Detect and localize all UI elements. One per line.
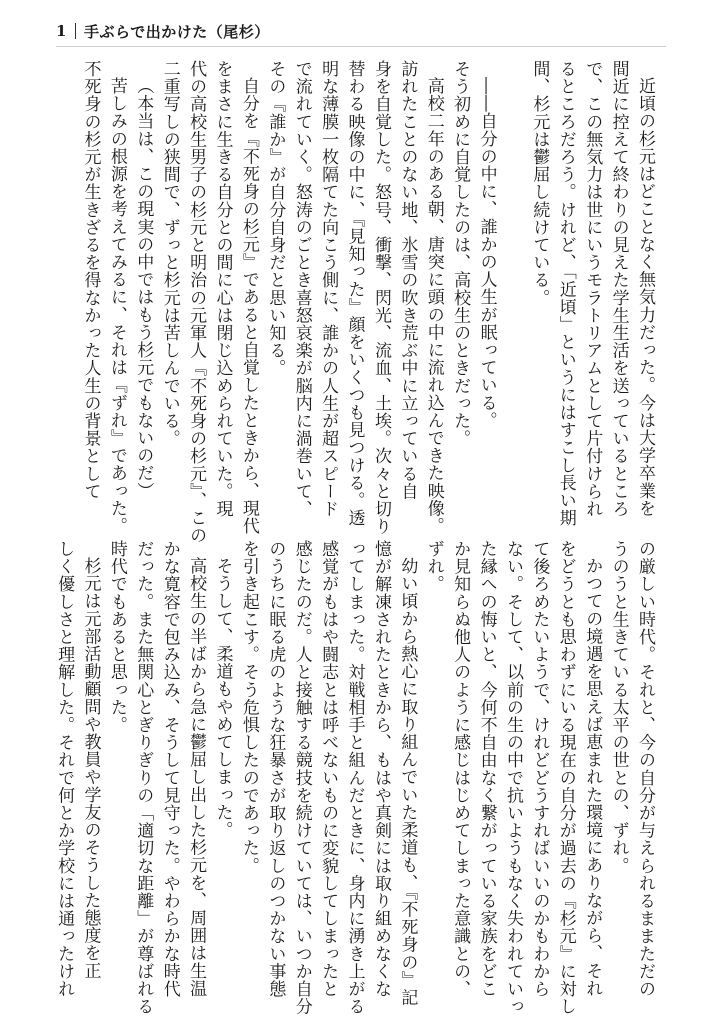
text-line: （本当は、この現実の中ではもう杉元でもないのだ） [133,77,154,500]
text-line: 間近に控えて終わりの見えた学生生活を送っているところ [608,60,629,518]
text-line: その『誰か』が自分自身だと思い知る。 [265,60,286,377]
text-line: ってしまった。対戦相手と組んだときに、身内に湧き上がる [344,540,365,1016]
header-divider [75,23,76,39]
text-line: をどうとも思わずにいる現在の自分が過去の『杉元』に対し [555,540,576,1016]
text-line: 二重写しの狭間で、ずっと杉元は苦しんでいる。 [159,60,180,448]
text-line: を引き起こす。そう危惧したのであった。 [238,540,259,875]
text-line: て後ろめたいようで、けれどどうすればいいのかもわから [529,540,550,998]
text-line: で流れていく。怒涛のごとき喜怒哀楽が脳内に渦巻いて、 [291,60,312,518]
text-line: た縁への悔いと、今何不自由なく繋がっている家族をどこ [476,540,497,998]
text-line: 替わる映像の中に、『見知った』顔をいくつも見つける。透 [344,60,365,527]
text-line: しく優しさと理解した。それで何とか学校には通ったけれ [54,540,75,998]
text-line: 幼い頃から熱心に取り組んでいた柔道も、『不死身の』記 [397,557,418,1007]
text-line: うのうと生きている太平の世との、ずれ。 [608,540,629,875]
text-line: の厳しい時代。それと、今の自分が与えられるままただの [635,540,655,998]
text-line: ――自分の中に、誰かの人生が眠っている。 [476,77,497,429]
text-line: 不死身の杉元が生きざるを得なかった人生の背景として [80,60,101,500]
text-line: 身を自覚した。怒号、衝撃、閃光、流血、土埃。次々と切り [370,60,391,536]
text-line: のうちに眠る虎のような狂暴さが取り返しのつかない事態 [265,540,286,998]
text-line: だった。また無関心とぎりぎりの「適切な距離」が尊ばれる [133,540,154,1016]
chapter-title: 手ぶらで出かけた（尾杉） [83,22,270,41]
text-line: かつての境遇を思えば恵まれた環境にありながら、それ [582,557,603,997]
text-line: 代の高校生男子の杉元と明治の元軍人『不死身の杉元』、この [186,60,207,545]
text-line: かな寛容で包み込み、そうして見守った。やわらかな時代 [159,540,180,998]
text-line: ずれ。 [423,540,444,593]
text-line: 時代でもあると思った。 [106,540,127,734]
text-line: 感覚がもはや闘志とは呼べないものに変貌してしまったと [318,540,339,998]
text-line: 感じたのだ。人と接触する競技を続けていては、いつか自分 [291,540,312,1016]
chapter-number: 1 [56,22,67,40]
text-line: 苦しみの根源を考えてみるに、それは『ずれ』であった。 [106,77,127,535]
text-block-upper [68,60,658,545]
text-line: 間、杉元は鬱屈し続けている。 [529,60,550,307]
text-line: で、この無気力は世にいうモラトリアムとして片付けられ [582,60,603,518]
running-header [56,16,666,47]
text-line: か見知らぬ他人のように感じはじめてしまった意識との、 [450,540,471,998]
text-line [500,60,526,512]
text-line: 近頃の杉元はどことなく無気力だった。今は大学卒業を [635,77,655,517]
text-line: るところだろう。けれど、「近頃」というにはすこし長い期 [555,60,576,527]
text-line: 訪れたことのない地、氷雪の吹き荒ぶ中に立っている自 [397,60,418,500]
text-line: をまさに生きる自分との間に心は閉じ込められていた。現 [212,60,233,518]
text-line: ない。そして、以前の生の中で抗いようもなく失われていっ [502,540,523,1016]
text-line: そう初めに自覚したのは、高校生のときだった。 [450,60,471,448]
text-line: 自分を『不死身の杉元』であると自覚したときから、現代 [238,77,259,535]
text-line: 明な薄膜一枚隔てた向こう側に、誰かの人生が超スピード [318,60,339,518]
text-line: 高校生の半ばから急に鬱屈し出した杉元を、周囲は生温 [186,557,207,997]
text-line: 杉元は元部活動顧問や教員や学友のそうした態度を正 [80,557,101,980]
text-line: 憶が解凍されたときから、もはや真剣には取り組めなくな [370,540,391,998]
text-line: 高校二年のある朝、唐突に頭の中に流れ込んできた映像。 [423,77,444,535]
text-block-lower [54,540,658,1016]
text-line: そうして、柔道もやめてしまった。 [212,557,233,839]
